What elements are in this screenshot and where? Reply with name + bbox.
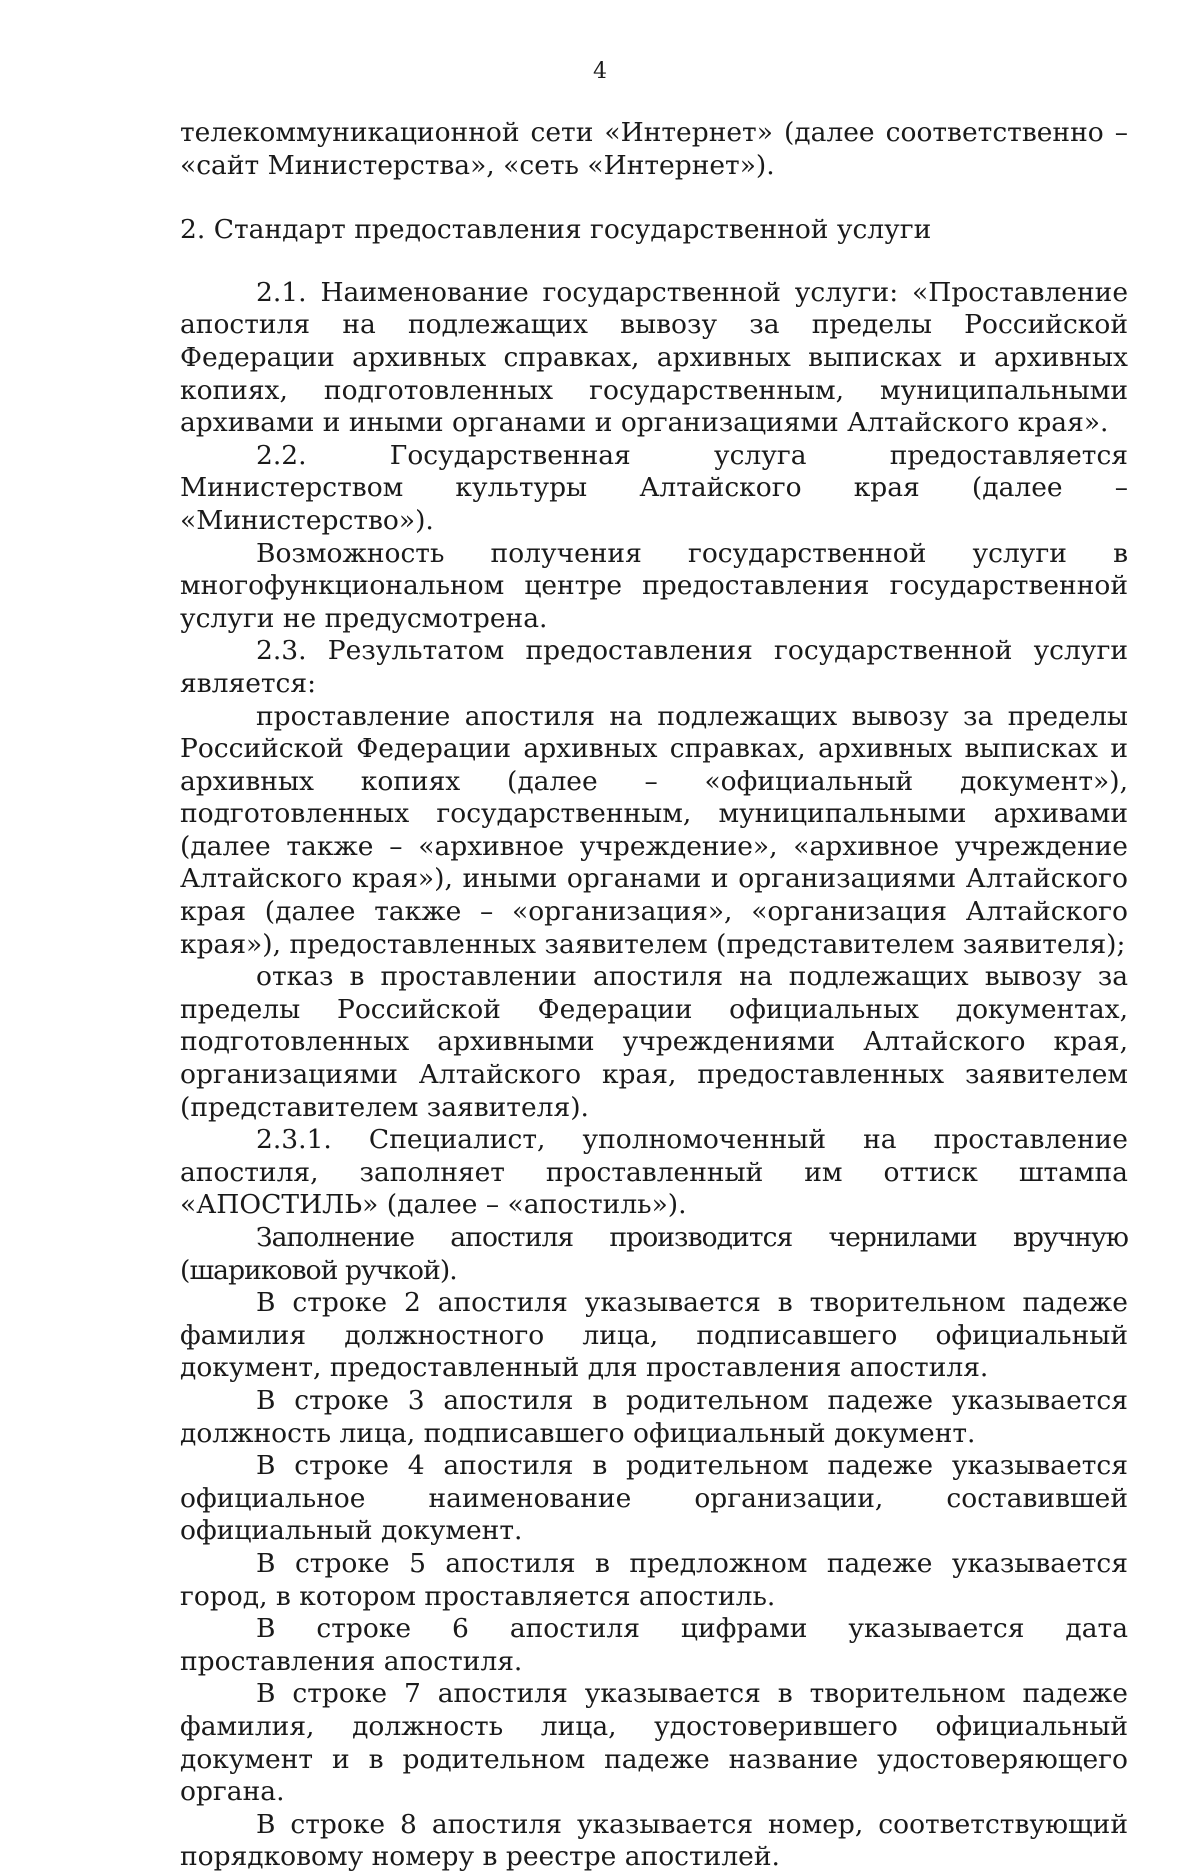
paragraph-line-5: В строке 5 апостиля в предложном падеже указывается город, в котором проставляется апостиль.: [180, 1547, 1128, 1612]
paragraph-line-6: В строке 6 апостиля цифрами указывается дата проставления апостиля.: [180, 1613, 1128, 1677]
paragraph-2-2: 2.2. Государственная услуга предоставляется Министерством культуры Алтайского края (далее – «Министерство»).: [180, 439, 1128, 536]
paragraph-result-refusal: отказ в проставлении апостиля на подлежащих вывозу за пределы Российской Федерации официальных документах, подготовленных архивными учреждениями Алтайского края, организациями Алтайского края, предоставленных заявителем (представителем заявителя).: [180, 961, 1128, 1123]
paragraph-2-1: 2.1. Наименование государственной услуги: «Проставление апостиля на подлежащих вывозу за пределы Российской Федерации архивных справках, архивных выписках и архивных копиях, подготовленных государственным, муниципальными архивами и иными органами и организациями Алтайского края».: [180, 276, 1128, 439]
page-number: 4: [593, 59, 607, 84]
paragraph-result-apostille: проставление апостиля на подлежащих вывозу за пределы Российской Федерации архивных справках, архивных выписках и архивных копиях (далее – «официальный документ»), подготовленных государственным, муниципальными архивами (далее также – «архивное учреждение», «архивное учреждение Алтайского края»), иными органами и организациями Алтайского края (далее также – «организация», «организация Алтайского края»), предоставленных заявителем (представителем заявителя);: [180, 700, 1128, 960]
document-body: [180, 117, 1128, 1874]
paragraph-line-8: В строке 8 апостиля указывается номер, соответствующий порядковому номеру в реестре апостилей.: [180, 1808, 1128, 1873]
section-heading: 2. Стандарт предоставления государственной услуги: [180, 214, 932, 246]
paragraph-line-3: В строке 3 апостиля в родительном падеже указывается должность лица, подписавшего официальный документ.: [180, 1384, 1128, 1449]
paragraph-2-3-1: 2.3.1. Специалист, уполномоченный на проставление апостиля, заполняет проставленный им оттиск штампа «АПОСТИЛЬ» (далее – «апостиль»).: [180, 1124, 1128, 1221]
paragraph-continuation: телекоммуникационной сети «Интернет» (далее соответственно – «сайт Министерства», «сеть «Интернет»).: [180, 117, 1128, 181]
paragraph-2-3: 2.3. Результатом предоставления государственной услуги является:: [180, 635, 1128, 699]
paragraph-line-2: В строке 2 апостиля указывается в творительном падеже фамилия должностного лица, подписавшего официальный документ, предоставленный для проставления апостиля.: [180, 1287, 1128, 1384]
paragraph-line-4: В строке 4 апостиля в родительном падеже указывается официальное наименование организации, составившей официальный документ.: [180, 1450, 1128, 1547]
paragraph-line-7: В строке 7 апостиля указывается в творительном падеже фамилия, должность лица, удостоверившего официальный документ и в родительном падеже название удостоверяющего органа.: [180, 1678, 1128, 1808]
paragraph-mfc: Возможность получения государственной услуги в многофункциональном центре предоставления государственной услуги не предусмотрена.: [180, 537, 1128, 634]
paragraph-fill-method: Заполнение апостиля производится чернилами вручную (шариковой ручкой).: [180, 1222, 1128, 1286]
